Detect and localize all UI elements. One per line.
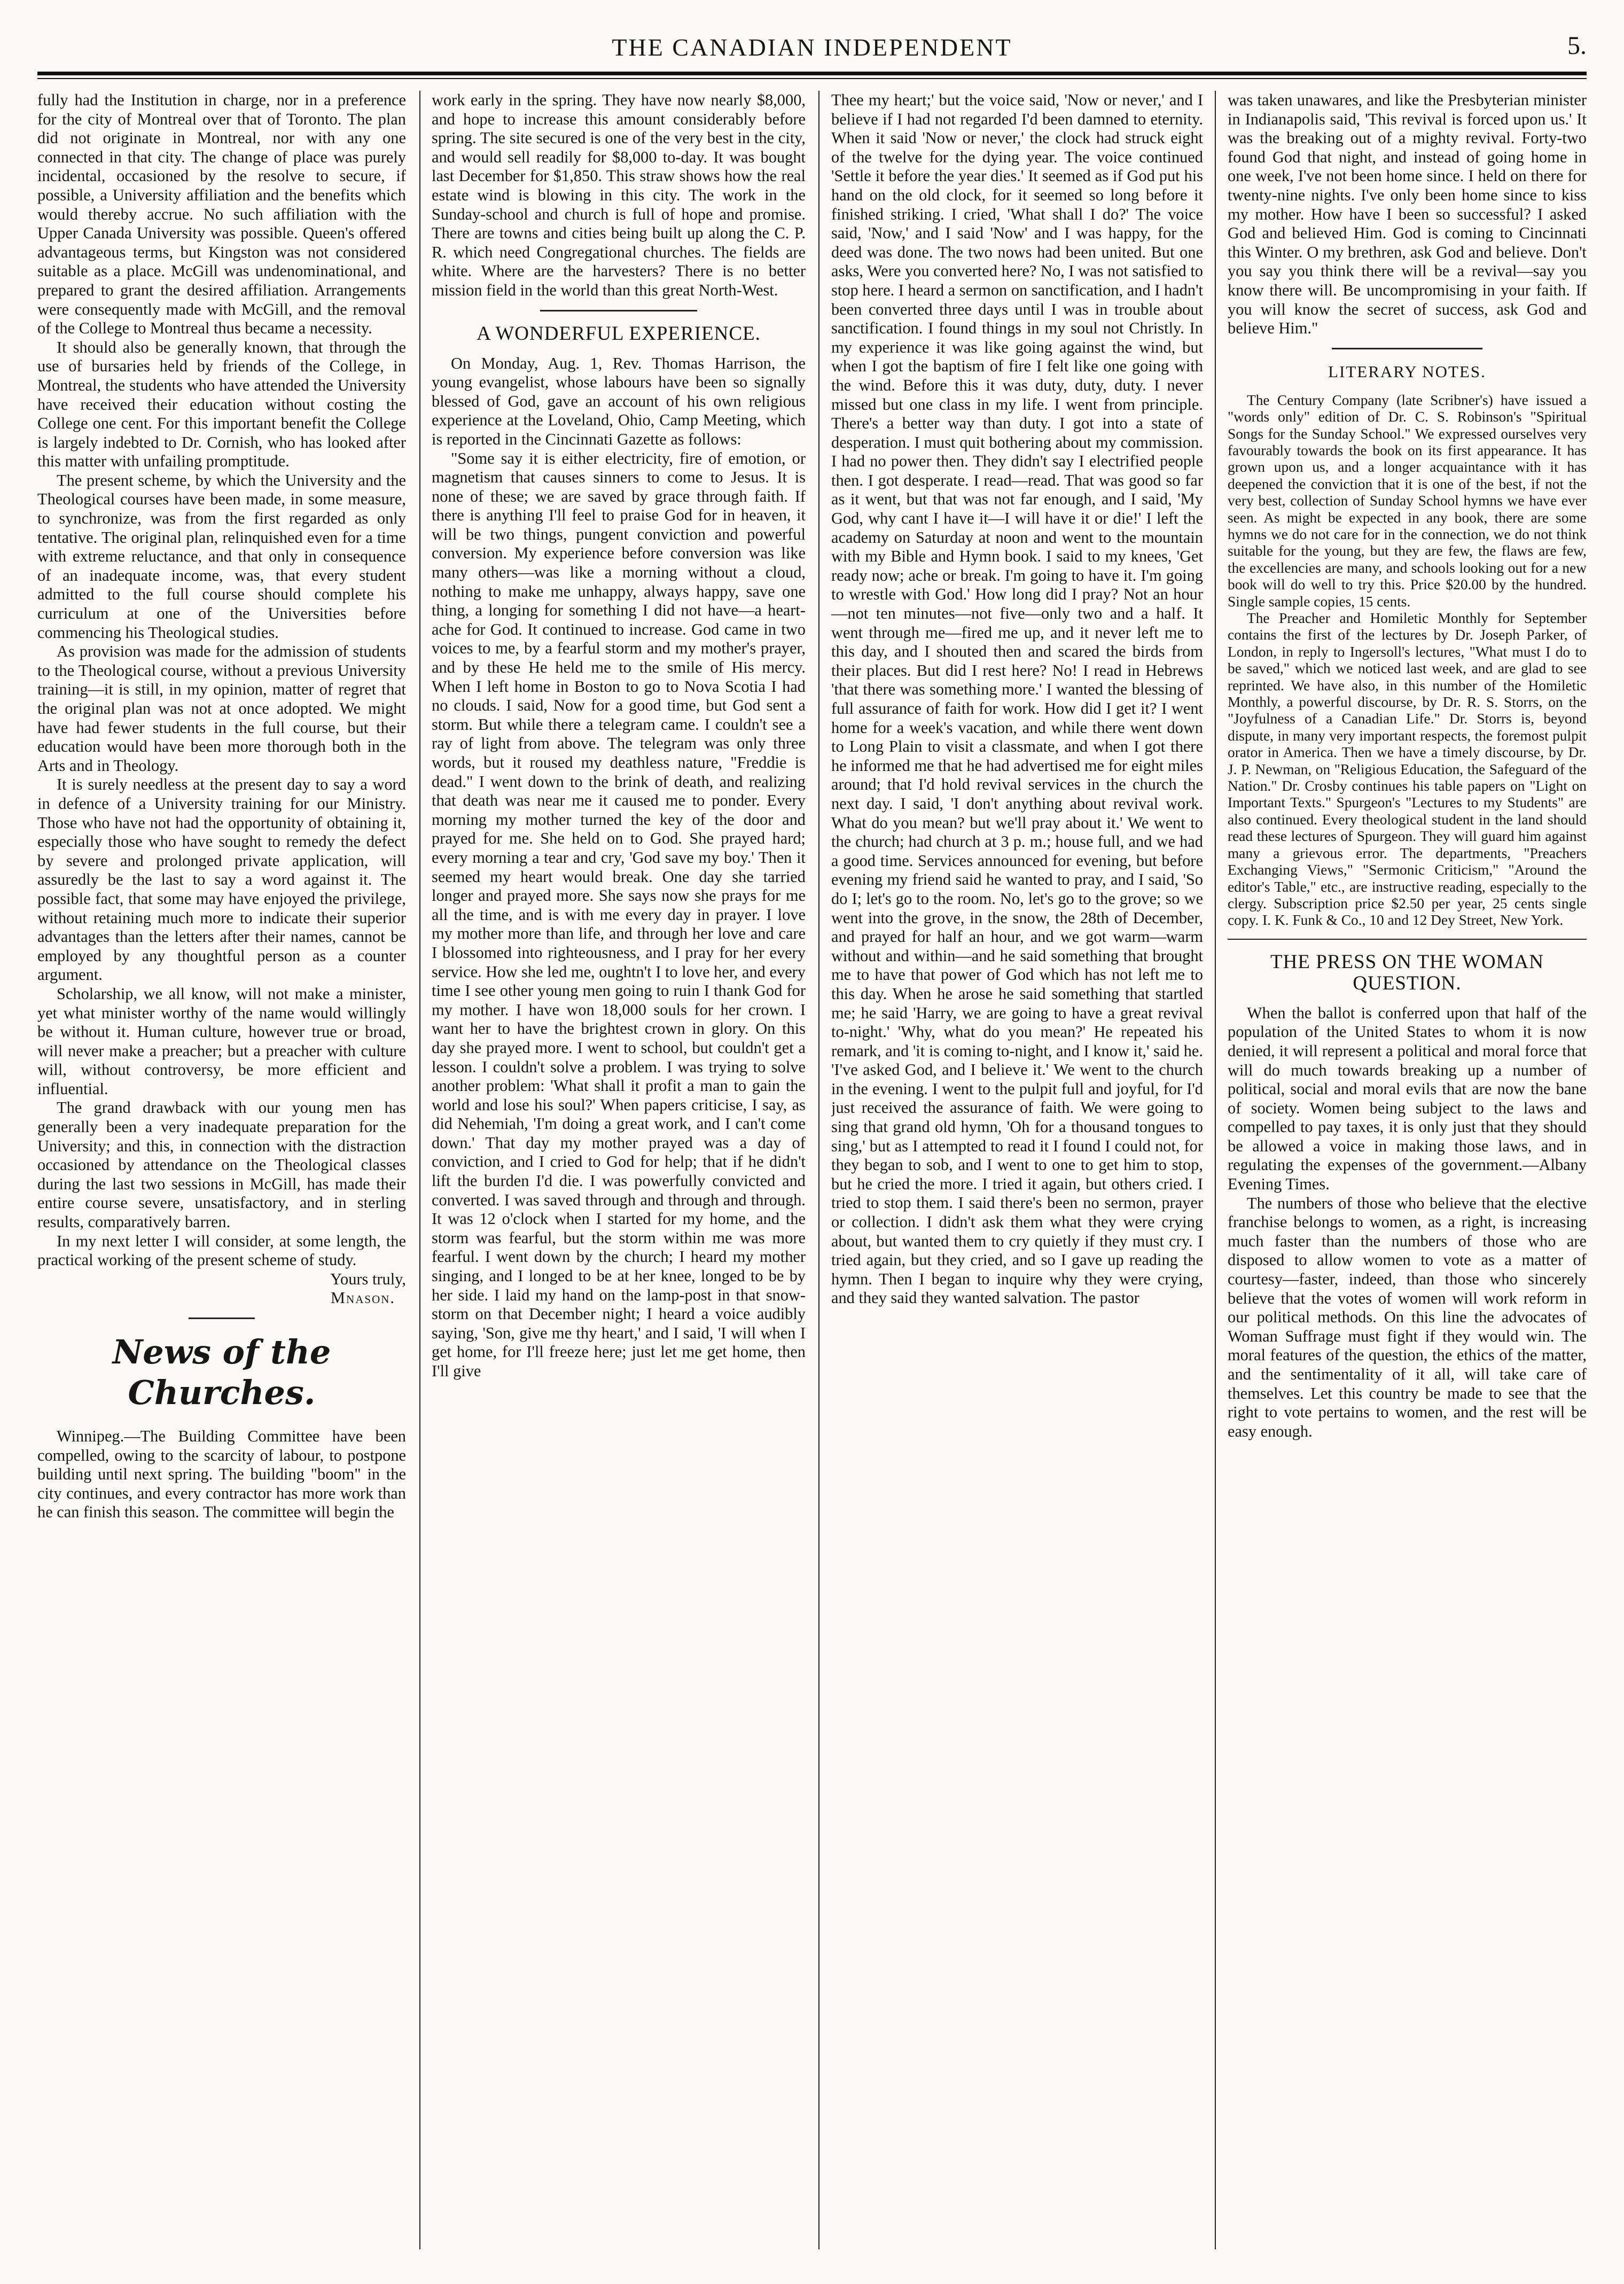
paragraph: On Monday, Aug. 1, Rev. Thomas Harrison, the young evangelist, whose labours have been so signally blessed of God, gave an account of his own religious experience at the Loveland, Ohio, Camp Meeting, which is reported in the Cincinnati Gazette as follows:: [432, 354, 806, 448]
column-1: [37, 91, 406, 2249]
paragraph: The Century Company (late Scribner's) have issued a "words only" edition of Dr. C. S. Robinson's "Spiritual Songs for the Sunday School." We expressed ourselves very favourably towards the book on its first appearance. It has grown upon us, and a longer acquaintance with it has deepened the conviction that it is one of the best, if not the very best, collection of Sunday School hymns we have ever seen. As might be expected in any book, there are some hymns we do not care for in the connection, we do not think suitable for the young, but they are few, the flaws are few, the excellencies are many, and schools looking out for a new book will do well to try this. Price $20.00 by the hundred. Single sample copies, 15 cents.: [1228, 392, 1587, 610]
column-2: [432, 91, 806, 2249]
paragraph: Winnipeg.—The Building Committee have been compelled, owing to the scarcity of labour, to postpone building until next spring. The building "boom" in the city continues, and every contractor has more work than he can finish this season. The committee will begin the: [37, 1427, 406, 1522]
header-rule-thick: [37, 72, 1587, 75]
paragraph: The present scheme, by which the University and the Theological courses have been made, in some measure, to synchronize, was from the first regarded as only tentative. The original plan, relinquished even for a time with extreme reluctance, and that only in consequence of an inadequate income, was, that every student admitted to the full course should complete his curriculum at one of the Universities before commencing his Theological studies.: [37, 471, 406, 642]
literary-notes-heading: LITERARY NOTES.: [1328, 362, 1486, 381]
masthead: [37, 24, 1587, 75]
letter-signer: Mnason.: [331, 1289, 395, 1307]
paragraph: As provision was made for the admission of students to the Theological course, without a previous University training—it is still, in my opinion, matter of regret that the original plan was not at once adopted. We might have had fewer students in the full course, but their education would have been more thorough both in the Arts and in Theology.: [37, 642, 406, 775]
wonderful-experience-heading: A WONDERFUL EXPERIENCE.: [477, 322, 761, 345]
woman-question-heading: THE PRESS ON THE WOMAN QUESTION.: [1270, 950, 1544, 994]
paragraph: was taken unawares, and like the Presbyterian minister in Indianapolis said, 'This revival is forced upon us.' It was the breaking out of a mighty revival. Forty-two found God that night, and instead of going home in one week, I've not been home since. I held on there for twenty-nine nights. I've only been home since to kiss my mother. How have I been so successful? I asked God and believed Him. God is coming to Cincinnati this Winter. O my brethren, ask God and believe. Don't you say you think there will be a revival—say you know there will. Be uncompromising in your faith. If you will know the secret of success, ask God and believe Him.": [1228, 91, 1587, 338]
running-title: THE CANADIAN INDEPENDENT: [612, 34, 1012, 61]
news-of-the-churches-heading: News of the Churches.: [112, 1332, 331, 1412]
column-rule: [818, 91, 819, 2249]
section-separator: [1332, 348, 1482, 349]
literary-notes: [1228, 392, 1587, 929]
paragraph: The Preacher and Homiletic Monthly for September contains the first of the lectures by Dr. Joseph Parker, of London, in reply to Ingersoll's lectures, "What must I do to be saved," which we noticed last week, and are glad to see reprinted. We have also, in this number of the Homiletic Monthly, a powerful discourse, by Dr. R. S. Storrs, on the "Joyfulness of a Canadian Life." Dr. Storrs is, beyond dispute, in many very important respects, the foremost pulpit orator in America. Then we have a timely discourse, by Dr. J. P. Newman, on "Religious Education, the Safeguard of the Nation." Dr. Crosby continues his table papers on "Light on Important Texts." Spurgeon's "Lectures to my Students" are also continued. Every theological student in the land should read these lectures of Spurgeon. They will guard him against many a grievous error. The departments, "Preachers Exchanging Views," "Sermonic Criticism," "Around the editor's Table," etc., are instructive reading, especially to the clergy. Subscription price $2.50 per year, 25 cents single copy. I. K. Funk & Co., 10 and 12 Dey Street, New York.: [1228, 610, 1587, 929]
paragraph: The grand drawback with our young men has generally been a very inadequate preparation for the University; and this, in connection with the distraction occasioned by attendance on the Theological classes during the last two sessions in McGill, has made their entire course severe, unsatisfactory, and in sterling results, comparatively barren.: [37, 1098, 406, 1231]
header-rule-thin: [37, 78, 1587, 79]
paragraph: work early in the spring. They have now nearly $8,000, and hope to increase this amount considerably before spring. The site secured is one of the very best in the city, and would sell readily for $8,000 to-day. It was bought last December for $1,850. This straw shows how the real estate wind is blowing in this city. The work in the Sunday-school and church is full of hope and promise. There are towns and cities being built up along the C. P. R. which need Congregational churches. The fields are white. Where are the harvesters? There is no better mission field in the world than this great North-West.: [432, 91, 806, 299]
column-4: [1228, 91, 1587, 2249]
paragraph: fully had the Institution in charge, nor in a preference for the city of Montreal over that of Toronto. The plan did not originate in Montreal, nor with any one connected in that city. The change of place was purely incidental, occasioned by the resolve to secure, if possible, a University affiliation and the benefits which would thereby accrue. No such affiliation with the Upper Canada University was possible. Queen's offered advantageous terms, but Kingston was not considered suitable as a place. McGill was undenominational, and prepared to grant the desired affiliation. Arrangements were consequently made with McGill, and the removal of the College to Montreal thus became a necessity.: [37, 91, 406, 338]
section-separator: [189, 1318, 255, 1319]
paragraph: When the ballot is conferred upon that half of the population of the United States to whom it is now denied, it will represent a political and moral force that will do much towards breaking up a number of political, social and moral evils that are now the bane of society. Women being subject to the laws and compelled to pay taxes, it is only just that they should be allowed a voice in making those laws, and in regulating the expenses of the government.—Albany Evening Times.: [1228, 1003, 1587, 1194]
paragraph: "Some say it is either electricity, fire of emotion, or magnetism that causes sinners to come to Jesus. It is none of these; we are saved by grace through faith. If there is anything I'll feel to praise God for in heaven, it will be two things, pungent conviction and powerful conversion. My experience before conversion was like many others—was like a morning without a cloud, nothing to make me unhappy, always happy, save one thing, a longing for something I did not have—a heart-ache for God. It continued to increase. God came in two voices to me, by a fearful storm and my mother's prayer, and by these He held me to the smile of His mercy. When I left home in Boston to go to Nova Scotia I had no clouds. I said, Now for a good time, but God sent a storm. But while there a telegram came. I couldn't see a ray of light from above. The telegram was only three words, but it roused my deathless nature, "Freddie is dead." I went down to the brink of death, and realizing that death was near me it caused me to ponder. Every morning my mother turned the key of the door and prayed for me. She held on to God. She prayed hard; every morning a tear and cry, 'God save my boy.' Then it seemed my heart would break. One day she tarried longer and prayed more. She says now she prays for me all the time, and is with me every day in prayer. I love my mother more than life, and through her love and care I blossomed into righteousness, and I pray for her every service. How she led me, oughtn't I to love her, and every time I see other young men going to ruin I thank God for my mother. I have won 18,000 souls for her crown. I want her to have the brightest crown in glory. On this day she prayed more. I went to school, but couldn't get a lesson. I couldn't solve a problem. I was trying to solve another problem: 'What shall it profit a man to gain the world and lose his soul?' When papers criticise, I say, as did Nehemiah, 'I'm doing a great work, and I can't come down.' That day my mother prayed was a day of conviction, and I cried to God for help; that if he didn't lift the burden I'd die. I was powerfully convicted and converted. I was saved through and through and through. It was 12 o'clock when I started for my home, and the storm was fearful, but the storm within me was more fearful. I went down by the church; I heard my mother singing, and I longed to be at her knee, longed to be by her side. I laid my hand on the lamp-post in that snow-storm on that December night; I heard a voice audibly saying, 'Son, give me thy heart,' and I said, 'I will when I get home, for I'll freeze here; just let me get home, then I'll give: [432, 449, 806, 1380]
paragraph: In my next letter I will consider, at some length, the practical working of the present scheme of study.: [37, 1231, 406, 1269]
page-number: 5.: [1567, 32, 1587, 60]
paragraph: It should also be generally known, that through the use of bursaries held by friends of the College, in Montreal, the students who have attended the University have received their education without costing the College one cent. For this important benefit the College is largely indebted to Dr. Cornish, who has looked after this matter with unfailing promptitude.: [37, 338, 406, 471]
section-separator: [1228, 939, 1587, 940]
column-rule: [1215, 91, 1216, 2249]
paragraph: The numbers of those who believe that the elective franchise belongs to women, as a right, is increasing much faster than the numbers of those who are disposed to allow women to vote as a matter of courtesy—faster, indeed, than those who sincerely believe that the votes of women will work reform in our political methods. On this line the advocates of Woman Suffrage must fight if they would win. The moral features of the question, the ethics of the matter, and the sentimentality of it all, will take care of themselves. Let this country be made to see that the right to vote pertains to women, and the rest will be easy enough.: [1228, 1194, 1587, 1440]
section-separator: [540, 310, 697, 311]
letter-closing: Yours truly,: [330, 1269, 406, 1288]
paragraph: Thee my heart;' but the voice said, 'Now or never,' and I believe if I had not regarded I'd been damned to eternity. When it said 'Now or never,' the clock had struck eight of the twelve for the dying year. The voice continued 'Settle it before the year dies.' It seemed as if God put his hand on the old clock, for it seemed so long before it finished striking. I cried, 'What shall I do?' The voice said, 'Now,' and I said 'Now' and I was happy, for the deed was done. The two nows had been united. But one asks, Were you converted here? No, I was not satisfied to stop here. I heard a sermon on sanctification, and I hadn't been converted three days until I was in trouble about sanctification. I found things in my soul not Christly. In my experience it was like going against the wind, but when I got the baptism of fire I felt like one going with the wind. Before this it was duty, duty, duty. I never missed but one class in my life. I went from principle. There's a better way than duty. I got into a state of desperation. I must quit bothering about my commission. I had no power then. They didn't say I electrified people then. I got desperate. I read—read. That was good so far as it went, but that was not far enough, and I said, 'My God, why cant I have it—I will have it or die!' I left the academy on Saturday at noon and went to the mountain with my Bible and Hymn book. I said to my knees, 'Get ready now; ache or break. I'm going to have it. I'm going to wrestle with God.' How long did I pray? Not an hour—not ten minutes—not five—only two and a half. It went through me—fired me up, and it never left me to this day, and I shouted then and scared the birds from their places. But did I rest here? No! I read in Hebrews 'that there was something more.' I wanted the blessing of full assurance of faith for work. How did I get it? I went home for a week's vacation, and while there went down to Long Plain to visit a classmate, and when I got there he informed me that he had advertised me for eight miles around; that I'd hold revival services in the church the next day. I said, 'I don't anything about revival work. What do you mean? but we'll pray about it.' We went to the church; had church at 3 p. m.; house full, and we had a good time. Services announced for evening, but before evening my friend said he wanted to pray, and I said, 'So do I; let's go to the room. No, let's go to the grove; so we went into the grove, in the snow, the 28th of December, and prayed for half an hour, and we got warm—warm without and within—and he said something that brought me to have that power of God which has not left me to this day. When he arose he said something that startled me; he said 'Harry, we are going to have a great revival to-night.' 'Why, what do you mean?' He repeated his remark, and 'it is coming to-night, and I know it,' said he. 'I've asked God, and I believe it.' We went to the church in the evening. I went to the pulpit full and joyful, for I'd just received the assurance of faith. We were going to sing that grand old hymn, 'Oh for a thousand tongues to sing,' but as I attempted to read it I found I could not, for they began to sob, and I went to one to get him to stop, but he cried the more. I tried it again, but others cried. I tried to stop them. I said there's been no sermon, prayer or collection. I didn't ask them what they were crying about, but wanted them to cry quietly if they must cry. I tried again, but they cried, and so I gave up reading the hymn. Then I began to inquire why they were crying, and they said they wanted salvation. The pastor: [831, 91, 1203, 1307]
column-rule: [419, 91, 420, 2249]
column-3: [831, 91, 1203, 2249]
paragraph: It is surely needless at the present day to say a word in defence of a University training for our Ministry. Those who have not had the opportunity of obtaining it, especially those who have sought to remedy the defect by severe and prolonged private application, will assuredly be the last to say a word against it. The possible fact, that some may have enjoyed the privilege, without retaining much more to indicate their superior advantages than the letters after their names, cannot be employed by any thoughtful person as a counter argument.: [37, 775, 406, 984]
paragraph: Scholarship, we all know, will not make a minister, yet what minister worthy of the name would willingly be without it. Human culture, however true or broad, will never make a preacher; but a preacher with culture will, without controversy, be more efficient and influential.: [37, 984, 406, 1098]
